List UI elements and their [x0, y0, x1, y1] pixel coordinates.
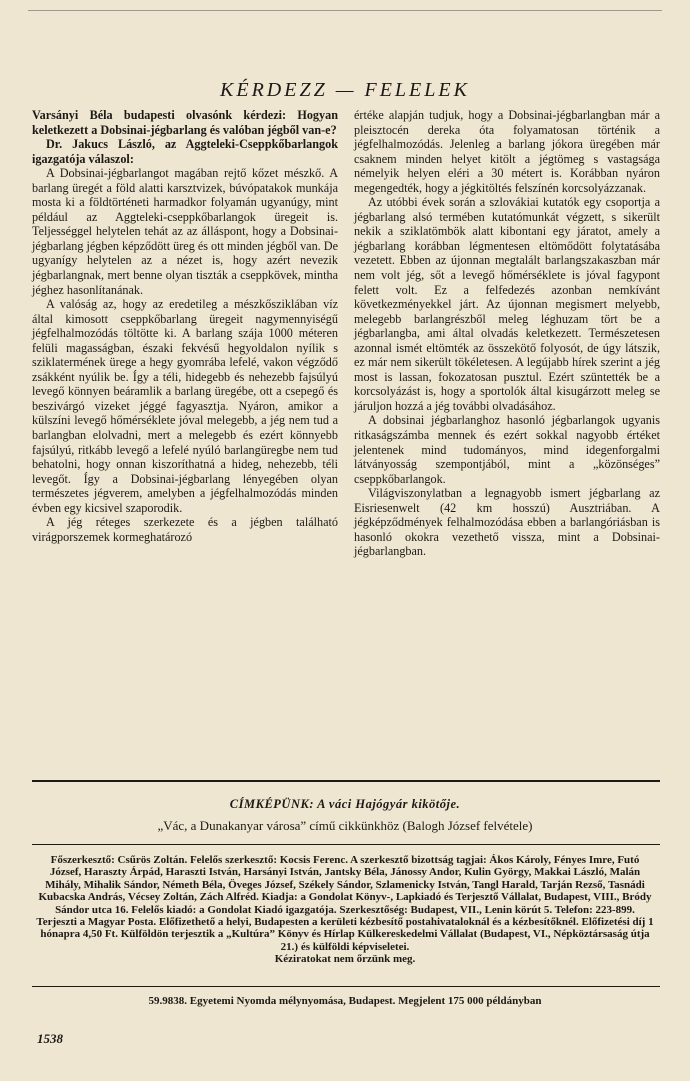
paragraph: A Dobsinai-jégbarlangot magában rejtő kőzet mészkő. A barlang üregét a föld alatti karsztvizek, búvópatakok munkája mosta ki a földtörténeti harmadkor folyamán ugyanúgy, mint például az Aggteleki-cseppkőbarlangok üregeit is. Teljességgel helytelen tehát az az álláspont, hogy a Dobsinai-jégbarlang jégben képződött üreg és ott minden jégből van. De ugyanígy helytelen az a nézet is, hogy azért nevezik jégbarlangnak, mert benne olyan tiszták a cseppkövek, mintha jéghez hasonlítanának.: [32, 166, 338, 297]
reader-question: Varsányi Béla budapesti olvasónk kérdezi: Hogyan keletkezett a Dobsinai-jégbarlang és valóban jégből van-e?: [32, 108, 338, 137]
imprint-block: [34, 854, 656, 966]
top-rule: [28, 10, 662, 11]
printer-divider: [32, 986, 660, 987]
paragraph: értéke alapján tudjuk, hogy a Dobsinai-jégbarlangban már a pleisztocén dereka óta folyamatosan történik a jégfelhalmozódás. Jelenleg a barlang jókora üregében már csaknem minden helyet kitölt a jégtömeg s vastagsága némelyik helyen eléri a 30 métert is. Korábban nyáron megengedték, hogy a jégkitöltés felszínén korcsolyázzanak.: [354, 108, 660, 195]
imprint-divider: [32, 844, 660, 845]
caption-divider: [32, 780, 660, 782]
paragraph: Világviszonylatban a legnagyobb ismert jégbarlang az Eisriesenwelt (42 km hosszú) Ausztriában. A jégképződmények felhalmozódása ebben a barlangóriásban is hasonló okokra vezethető vissza, mint a Dobsinai-jégbarlangban.: [354, 486, 660, 559]
paragraph: A valóság az, hogy az eredetileg a mészkősziklában víz által kimosott cseppkőbarlang üregeit nagymennyiségű jégfelhalmozódás töltötte ki. A barlang szája 1000 méteren felüli magasságban, északi fekvésű hegyoldalon nyílik s sziklatermének ürege a hegy gyomrába lefelé, vakon végződő zsákként nyúlik be. Így a téli, hidegebb és nehezebb fajsúlyú levegő könnyen beáramlik a barlang üregébe, ott a csepegő és beszivárgó vizeket jéggé fagyasztja. Nyáron, amikor a külszíni levegő hőmérséklete jóval melegebb, a jég nem tud a barlangban elolvadni, mert a melegebb és ezért könnyebb fajsúlyú, ritkább levegő a lefelé nyúló barlangüregbe nem tud behatolni, hogy onnan kiszoríthatná a hideg, nehezebb, téli levegőt. Így a Dobsinai-jégbarlang lényegében olyan természetes jégverem, amelyben a jégfelhalmozódás minden évben egy kicsivel szaporodik.: [32, 297, 338, 515]
cover-caption-credit: „Vác, a Dunakanyar városa” című cikkünkhöz (Balogh József felvétele): [157, 818, 533, 833]
paragraph: Az utóbbi évek során a szlovákiai kutatók egy csoportja a jégbarlang alsó termében kutatómunkát végzett, s sikerült nekik a sziklatömbök alatt kibontani egy járatot, amely a jégbarlang korábban légmentesen eltömődött folytatásába vezetett. Ebben az újonnan megtalált barlangszakaszban már nem volt jég, sőt a levegő hőmérséklete is jóval fagypont felett volt. Ez a felfedezés azonban nemkívánt következményekkel járt. Az újonnan megismert melyebb, melegebb barlangrészből meleg léghuzam tört be a jégbarlangba, ami által olvadás keletkezett. Természetesen azonnal ismét eltömték az összekötő folyosót, de úgy látszik, ez már nem sikerült tökéletesen. A legújabb hírek szerint a jég most is lassan, fokozatosan pusztul. Ezért szüntették be a korcsolyázást is, hogy a sportolók által kisugárzott meleg se járuljon hozzá a jég további olvadásához.: [354, 195, 660, 413]
manuscripts-note: Kéziratokat nem őrzünk meg.: [274, 953, 416, 966]
paragraph: A jég réteges szerkezete és a jégben található virágporszemek kormeghatározó: [32, 515, 338, 544]
right-column: [354, 108, 660, 559]
imprint-text: Főszerkesztő: Csűrös Zoltán. Felelős szerkesztő: Kocsis Ferenc. A szerkesztő bizottság tagjai: Ákos Károly, Fényes Imre, Futó József, Haraszty Árpád, Haraszti István, Harsányi István, Jantsky Béla, Jánossy Andor, Kulin György, Makkai László, Malán Mihály, Mihalik Sándor, Németh Béla, Öveges József, Székely Sándor, Szlamenicky István, Tangl Harald, Tarján Rezső, Tasnádi Kubacska András, Vécsey Zoltán, Zách Alfréd. Kiadja: a Gondolat Könyv-, Lapkiadó és Terjesztő Vállalat, Budapest, VIII., Bródy Sándor utca 16. Felelős kiadó: a Gondolat Kiadó igazgatója. Szerkesztőség: Budapest, VII., Lenin körút 5. Telefon: 223-899. Terjeszti a Magyar Posta. Előfizethető a helyi, Budapesten a kerületi kézbesítő postahivataloknál és a kézbesítőknél. Előfizetési díj 1 hónapra 4,50 Ft. Külföldön terjesztik a „Kultúra” Könyv és Hírlap Külkereskedelmi Vállalat (Budapest, VI., Népköztársaság útja 21.) és külföldi képviseletei.: [36, 854, 654, 953]
printer-line: 59.9838. Egyetemi Nyomda mélynyomása, Budapest. Megjelent 175 000 példányban: [148, 995, 542, 1007]
article-columns: [32, 108, 660, 559]
answer-intro: Dr. Jakucs László, az Aggteleki-Cseppkőbarlangok igazgatója válaszol:: [32, 137, 338, 166]
paragraph: A dobsinai jégbarlanghoz hasonló jégbarlangok ugyanis ritkaságszámba mennek és ezért sokkal nagyobb értéket jelentenek mind tudományos, mind idegenforgalmi látványosság szempontjából, mint a „közönséges” cseppkőbarlangok.: [354, 413, 660, 486]
page-number: 1538: [37, 1031, 63, 1046]
section-title: KÉRDEZZ — FELELEK: [220, 79, 470, 101]
cover-caption-title: CÍMKÉPÜNK: A váci Hajógyár kikötője.: [229, 797, 461, 811]
left-column: [32, 108, 338, 559]
